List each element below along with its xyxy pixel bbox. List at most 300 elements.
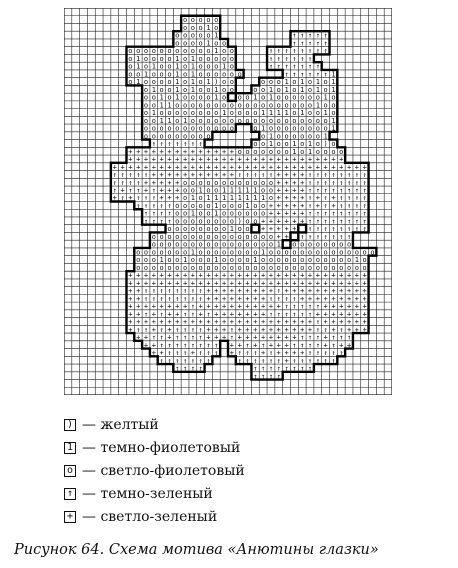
chart-symbol: o	[206, 47, 211, 56]
chart-symbol: 1	[315, 78, 320, 87]
chart-symbol: ↑	[354, 186, 359, 195]
chart-symbol: o	[261, 132, 266, 141]
chart-symbol: 1	[331, 85, 336, 94]
chart-symbol: ↑	[120, 178, 125, 187]
chart-symbol: o	[198, 31, 203, 40]
chart-symbol: o	[167, 124, 172, 133]
chart-symbol: +	[198, 171, 203, 180]
chart-symbol: o	[284, 263, 289, 272]
chart-symbol: o	[276, 101, 281, 110]
chart-symbol: +	[159, 318, 164, 327]
chart-symbol: +	[167, 178, 172, 187]
chart-symbol: o	[136, 47, 141, 56]
chart-symbol: ↑	[362, 225, 367, 234]
chart-symbol: +	[198, 318, 203, 327]
chart-symbol: ↑	[167, 356, 172, 365]
chart-symbol: +	[276, 186, 281, 195]
chart-symbol: +	[221, 310, 227, 319]
chart-symbol: ↑	[315, 349, 320, 358]
chart-symbol: ↑	[339, 178, 344, 187]
chart-symbol: +	[284, 209, 289, 218]
chart-symbol: o	[284, 256, 289, 265]
chart-symbol: o	[268, 263, 274, 272]
chart-symbol: +	[323, 333, 328, 342]
chart-symbol: o	[214, 101, 219, 110]
chart-symbol: +	[214, 302, 219, 311]
chart-symbol: ↑	[175, 140, 180, 149]
chart-symbol: ↑	[346, 186, 352, 195]
chart-symbol: +	[346, 294, 352, 303]
chart-symbol: ↑	[159, 201, 164, 210]
chart-symbol: ↑	[307, 186, 313, 195]
chart-symbol: o	[198, 70, 203, 79]
chart-symbol: o	[206, 124, 211, 133]
chart-symbol: ↑	[339, 171, 344, 180]
chart-symbol: +	[175, 279, 180, 288]
chart-symbol: +	[292, 287, 297, 296]
chart-symbol: ↑	[143, 209, 149, 218]
chart-symbol: +	[159, 349, 164, 358]
chart-symbol: o	[175, 116, 180, 125]
chart-symbol: +	[284, 318, 289, 327]
chart-symbol: +	[237, 163, 242, 172]
chart-symbol: ↑	[276, 54, 281, 63]
chart-symbol: +	[151, 155, 156, 164]
chart-symbol: +	[214, 271, 219, 280]
chart-symbol: o	[331, 256, 336, 265]
chart-symbol: +	[151, 163, 156, 172]
legend-item-light-green	[64, 505, 245, 528]
chart-symbol: ↑	[151, 194, 156, 203]
chart-symbol: o	[315, 256, 320, 265]
chart-symbol: 1	[175, 70, 180, 79]
chart-symbol: o	[198, 109, 203, 118]
chart-symbol: +	[151, 178, 156, 187]
chart-symbol: +	[300, 271, 305, 280]
chart-symbol: o	[292, 93, 297, 102]
chart-symbol: ↑	[276, 372, 281, 381]
chart-symbol: +	[331, 302, 336, 311]
chart-symbol: ↑	[307, 356, 313, 365]
chart-symbol: 1	[261, 109, 266, 118]
chart-symbol: ↑	[307, 217, 313, 226]
chart-symbol: )	[323, 140, 328, 149]
chart-symbol: +	[346, 302, 352, 311]
chart-symbol: o	[182, 232, 188, 241]
chart-symbol: ↑	[307, 302, 313, 311]
chart-symbol: o	[143, 47, 149, 56]
chart-symbol: ↑	[323, 31, 328, 40]
chart-symbol: o	[128, 54, 133, 63]
chart-symbol: +	[331, 155, 336, 164]
chart-symbol: ↑	[284, 310, 289, 319]
chart-symbol: +	[292, 186, 297, 195]
chart-symbol: 1	[276, 240, 281, 249]
chart-symbol: o	[261, 263, 266, 272]
chart-symbol: o	[323, 116, 328, 125]
chart-symbol: +	[268, 155, 274, 164]
chart-symbol: o	[221, 93, 227, 102]
chart-symbol: +	[143, 271, 149, 280]
chart-symbol: +	[206, 163, 211, 172]
chart-symbol: o	[292, 78, 297, 87]
chart-symbol: o	[159, 263, 164, 272]
chart-symbol: o	[159, 70, 164, 79]
chart-symbol: +	[331, 318, 336, 327]
chart-symbol: +	[221, 271, 227, 280]
chart-symbol: o	[284, 116, 289, 125]
chart-symbol: +	[276, 279, 281, 288]
chart-symbol: ↑	[339, 232, 344, 241]
chart-symbol: ↑	[120, 171, 125, 180]
chart-symbol: o	[261, 186, 266, 195]
chart-symbol: ↑	[315, 356, 320, 365]
chart-symbol: +	[253, 302, 258, 311]
chart-symbol: +	[112, 163, 117, 172]
chart-symbol: ↑	[175, 349, 180, 358]
chart-symbol: 1	[323, 109, 328, 118]
chart-symbol: +	[339, 341, 344, 350]
chart-symbol: 1	[221, 186, 227, 195]
chart-symbol: ↑	[198, 287, 203, 296]
chart-symbol: +	[206, 325, 211, 334]
chart-symbol: +	[214, 155, 219, 164]
chart-symbol: 1	[315, 101, 320, 110]
chart-symbol: +	[261, 302, 266, 311]
chart-symbol: o	[198, 201, 203, 210]
chart-symbol: o	[182, 47, 188, 56]
chart-symbol: ↑	[214, 341, 219, 350]
chart-symbol: o	[206, 132, 211, 141]
chart-symbol: o	[307, 101, 313, 110]
chart-symbol: ↑	[182, 287, 188, 296]
chart-symbol: o	[339, 256, 344, 265]
chart-symbol: o	[300, 263, 305, 272]
chart-symbol: +	[151, 271, 156, 280]
chart-symbol: o	[190, 23, 195, 32]
chart-symbol: +	[112, 194, 117, 203]
chart-symbol: ↑	[128, 171, 133, 180]
chart-symbol: ↑	[237, 171, 242, 180]
chart-symbol: +	[276, 349, 281, 358]
chart-symbol: 1	[261, 124, 266, 133]
chart-symbol: ↑	[159, 325, 164, 334]
chart-symbol: +	[331, 271, 336, 280]
chart-symbol: 1	[331, 116, 336, 125]
chart-symbol: +	[143, 178, 149, 187]
chart-symbol: +	[221, 325, 227, 334]
chart-symbol: o	[237, 240, 242, 249]
chart-symbol: +	[190, 279, 195, 288]
chart-symbol: +	[284, 349, 289, 358]
chart-symbol: +	[354, 271, 359, 280]
chart-symbol: o	[143, 93, 149, 102]
chart-symbol: ↑	[190, 302, 195, 311]
chart-symbol: o	[307, 85, 313, 94]
chart-symbol: 1	[229, 194, 235, 203]
chart-symbol: 1	[253, 256, 258, 265]
chart-symbol: o	[159, 232, 164, 241]
chart-symbol: +	[198, 279, 203, 288]
chart-symbol: o	[261, 201, 266, 210]
chart-symbol: +	[206, 318, 211, 327]
chart-symbol: +	[214, 147, 219, 156]
chart-symbol: +	[120, 186, 125, 195]
chart-symbol: o	[315, 116, 320, 125]
chart-symbol: ↑	[315, 70, 320, 79]
chart-symbol: ↑	[331, 356, 336, 365]
chart-symbol: o	[206, 85, 211, 94]
chart-symbol: o	[206, 209, 211, 218]
chart-symbol: o	[198, 225, 203, 234]
chart-symbol: +	[339, 287, 344, 296]
chart-symbol: o	[190, 47, 195, 56]
chart-symbol: o	[229, 85, 235, 94]
chart-symbol: o	[214, 124, 219, 133]
chart-symbol: +	[323, 318, 328, 327]
chart-symbol: +	[307, 325, 313, 334]
legend-symbol-dark-green: ↑	[64, 488, 76, 500]
chart-symbol: 1	[276, 109, 281, 118]
chart-symbol: o	[128, 78, 133, 87]
chart-symbol: +	[167, 318, 172, 327]
chart-symbol: +	[221, 171, 227, 180]
chart-symbol: o	[198, 78, 203, 87]
chart-symbol: o	[167, 248, 172, 257]
chart-symbol: 1	[190, 62, 195, 71]
chart-symbol: ↑	[190, 294, 195, 303]
chart-symbol: 1	[253, 93, 258, 102]
chart-symbol: ↑	[128, 186, 133, 195]
chart-symbol: ↑	[315, 31, 320, 40]
chart-symbol: ↑	[284, 62, 289, 71]
chart-symbol: +	[268, 333, 274, 342]
chart-symbol: 1	[245, 194, 250, 203]
chart-symbol: ↑	[331, 217, 336, 226]
chart-symbol: ↑	[300, 31, 305, 40]
chart-symbol: ↑	[261, 171, 266, 180]
chart-symbol: +	[261, 225, 266, 234]
chart-symbol: ↑	[268, 47, 274, 56]
chart-symbol: +	[229, 279, 235, 288]
chart-symbol: ↑	[229, 333, 235, 342]
chart-symbol: o	[237, 101, 242, 110]
chart-symbol: o	[261, 116, 266, 125]
chart-symbol: ↑	[362, 186, 367, 195]
chart-symbol: +	[276, 302, 281, 311]
chart-symbol: ↑	[112, 178, 117, 187]
chart-symbol: +	[206, 155, 211, 164]
chart-symbol: +	[159, 155, 164, 164]
chart-symbol: ↑	[136, 325, 141, 334]
chart-symbol: ↑	[190, 140, 195, 149]
chart-symbol: o	[315, 93, 320, 102]
chart-symbol: +	[175, 302, 180, 311]
chart-symbol: +	[323, 155, 328, 164]
chart-symbol: ↑	[315, 333, 320, 342]
chart-symbol: o	[175, 248, 180, 257]
chart-symbol: +	[346, 271, 352, 280]
chart-symbol: 1	[167, 116, 172, 125]
chart-symbol: +	[339, 302, 344, 311]
chart-symbol: o	[159, 109, 164, 118]
chart-symbol: o	[214, 54, 219, 63]
chart-symbol: +	[190, 349, 195, 358]
chart-symbol: +	[261, 325, 266, 334]
chart-symbol: +	[307, 318, 313, 327]
chart-symbol: o	[143, 124, 149, 133]
chart-symbol: ↑	[190, 341, 195, 350]
chart-symbol: o	[190, 186, 195, 195]
legend-item-light-purple	[64, 459, 245, 482]
chart-symbol: ↑	[307, 171, 313, 180]
chart-symbol: o	[214, 116, 219, 125]
chart-symbol: o	[182, 186, 188, 195]
chart-symbol: o	[253, 201, 258, 210]
chart-symbol: +	[214, 318, 219, 327]
chart-symbol: ↑	[206, 356, 211, 365]
chart-symbol: +	[229, 318, 235, 327]
chart-symbol: +	[268, 279, 274, 288]
chart-symbol: +	[284, 163, 289, 172]
chart-symbol: o	[268, 147, 274, 156]
chart-symbol: o	[143, 248, 149, 257]
chart-symbol: o	[198, 263, 203, 272]
chart-symbol: o	[284, 93, 289, 102]
chart-symbol: ↑	[292, 31, 297, 40]
chart-symbol: +	[284, 217, 289, 226]
chart-symbol: ↑	[292, 62, 297, 71]
chart-symbol: o	[370, 248, 375, 257]
chart-symbol: ↑	[292, 341, 297, 350]
chart-symbol: o	[276, 248, 281, 257]
chart-symbol: o	[175, 201, 180, 210]
chart-symbol: 1	[268, 85, 274, 94]
legend-symbol-yellow: )	[64, 419, 76, 431]
chart-symbol: +	[221, 163, 227, 172]
chart-symbol: o	[245, 225, 250, 234]
chart-symbol: o	[167, 232, 172, 241]
legend-item-yellow	[64, 413, 245, 436]
chart-symbol: o	[221, 70, 227, 79]
chart-symbol: 1	[323, 132, 328, 141]
chart-symbol: o	[331, 240, 336, 249]
chart-symbol: o	[167, 109, 172, 118]
chart-symbol: o	[128, 47, 133, 56]
chart-symbol: 1	[190, 209, 195, 218]
chart-symbol: ↑	[323, 178, 328, 187]
chart-symbol: o	[214, 225, 219, 234]
chart-symbol: o	[331, 109, 336, 118]
figure-caption: Рисунок 64. Схема мотива «Анютины глазки»	[14, 542, 379, 558]
chart-symbol: +	[175, 163, 180, 172]
chart-symbol: ↑	[323, 201, 328, 210]
chart-symbol: +	[300, 201, 305, 210]
chart-symbol: 1	[175, 93, 180, 102]
chart-symbol: ↑	[268, 372, 274, 381]
chart-symbol: o	[261, 140, 266, 149]
chart-symbol: o	[315, 248, 320, 257]
chart-symbol: o	[175, 240, 180, 249]
chart-symbol: +	[261, 318, 266, 327]
chart-symbol: o	[214, 62, 219, 71]
chart-symbol: o	[292, 101, 297, 110]
chart-symbol: ↑	[323, 186, 328, 195]
chart-symbol: ↑	[151, 287, 156, 296]
chart-symbol: +	[323, 302, 328, 311]
chart-symbol: o	[182, 54, 188, 63]
chart-symbol: +	[323, 287, 328, 296]
chart-symbol: o	[182, 217, 188, 226]
chart-symbol: ↑	[307, 341, 313, 350]
chart-symbol: o	[206, 116, 211, 125]
chart-symbol: o	[214, 232, 219, 241]
chart-symbol: o	[229, 178, 235, 187]
chart-symbol: o	[268, 186, 274, 195]
chart-symbol: +	[237, 333, 242, 342]
chart-symbol: o	[206, 54, 211, 63]
chart-symbol: ↑	[159, 356, 164, 365]
chart-symbol: o	[261, 240, 266, 249]
chart-symbol: +	[167, 333, 172, 342]
chart-symbol: ↑	[268, 349, 274, 358]
chart-symbol: +	[175, 186, 180, 195]
chart-symbol: o	[315, 132, 320, 141]
chart-symbol: +	[136, 294, 141, 303]
chart-symbol: +	[268, 217, 274, 226]
chart-symbol: o	[237, 248, 242, 257]
chart-symbol: ↑	[237, 356, 242, 365]
chart-symbol: o	[292, 124, 297, 133]
chart-symbol: +	[229, 271, 235, 280]
chart-symbol: o	[206, 101, 211, 110]
chart-symbol: ↑	[167, 209, 172, 218]
chart-symbol: +	[323, 163, 328, 172]
chart-symbol: +	[136, 333, 141, 342]
chart-symbol: o	[167, 85, 172, 94]
chart-symbol: o	[221, 85, 227, 94]
chart-symbol: ↑	[354, 171, 359, 180]
chart-symbol: 1	[136, 62, 141, 71]
chart-symbol: ↑	[331, 171, 336, 180]
chart-symbol: o	[167, 47, 172, 56]
chart-symbol: ↑	[323, 217, 328, 226]
chart-symbol: +	[253, 325, 258, 334]
chart-symbol: +	[284, 225, 289, 234]
chart-symbol: +	[292, 333, 297, 342]
chart-symbol: ↑	[354, 194, 359, 203]
chart-symbol: o	[182, 101, 188, 110]
chart-symbol: ↑	[143, 194, 149, 203]
chart-symbol: ↑	[276, 356, 281, 365]
chart-symbol: +	[354, 287, 359, 296]
chart-symbol: o	[331, 248, 336, 257]
chart-symbol: ↑	[159, 287, 164, 296]
chart-symbol: 1	[268, 109, 274, 118]
chart-symbol: ↑	[339, 349, 344, 358]
chart-symbol: 1	[175, 78, 180, 87]
chart-symbol: o	[182, 78, 188, 87]
chart-symbol: o	[206, 93, 211, 102]
chart-symbol: o	[206, 16, 211, 25]
knitting-chart	[64, 8, 392, 395]
chart-symbol: +	[276, 325, 281, 334]
chart-symbol: o	[175, 256, 180, 265]
chart-symbol: o	[354, 248, 359, 257]
chart-symbol: ↑	[331, 349, 336, 358]
chart-symbol: o	[221, 232, 227, 241]
chart-symbol: +	[206, 287, 211, 296]
